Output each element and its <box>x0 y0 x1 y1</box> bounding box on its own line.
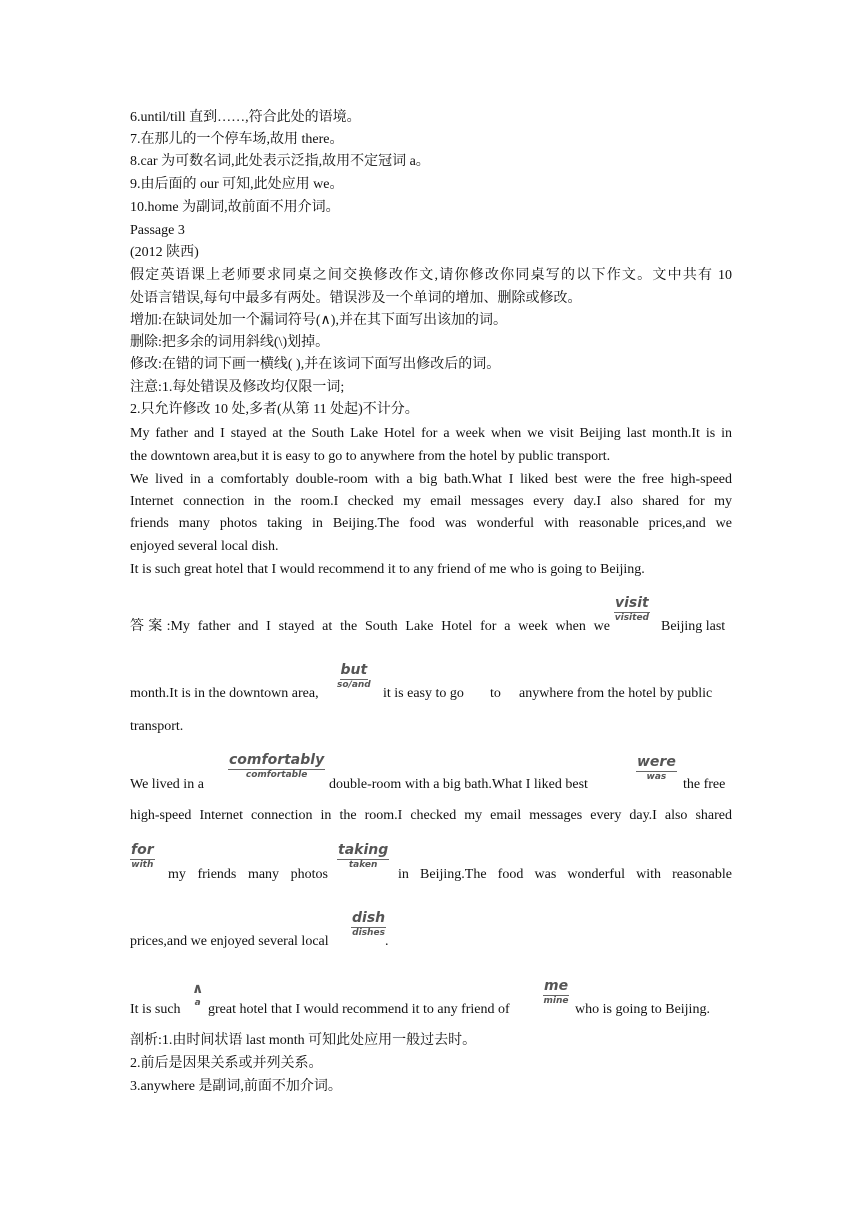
answer-text: Beijing last <box>661 619 726 634</box>
essay-line: enjoyed several local dish. <box>130 539 279 554</box>
analysis-line: 2.前后是因果关系或并列关系。 <box>130 1056 323 1071</box>
correction-wrong: were <box>637 754 676 770</box>
answer-text: . <box>385 934 389 949</box>
correction-wrong: comfortably <box>229 752 325 768</box>
instruction-line: 增加:在缺词处加一个漏词符号(∧),并在其下面写出该加的词。 <box>130 313 507 328</box>
note-line: 9.由后面的 our 可知,此处应用 we。 <box>130 177 344 192</box>
correction-wrong: for <box>131 842 154 858</box>
correction-right: with <box>131 860 154 870</box>
correction-right: so/and <box>337 680 371 690</box>
note-line: 7.在那儿的一个停车场,故用 there。 <box>130 132 344 147</box>
correction-mark <box>337 663 371 691</box>
essay-line: friends many photos taking in Beijing.The food was wonderful with reasonable prices,and we <box>130 516 732 531</box>
note-line: 10.home 为副词,故前面不用介词。 <box>130 200 340 215</box>
answer-text: prices,and we enjoyed several local <box>130 934 329 949</box>
analysis-line: 3.anywhere 是副词,前面不加介词。 <box>130 1079 342 1094</box>
passage-title: Passage 3 <box>130 223 185 238</box>
answer-text: great hotel that I would recommend it to any friend of <box>208 1002 510 1017</box>
insertion-caret-mark <box>191 982 204 1009</box>
answer-text: in Beijing.The food was wonderful with reasonable <box>398 867 732 882</box>
deleted-word: to <box>490 686 501 701</box>
answer-text: my friends many photos <box>168 867 328 882</box>
essay-line: It is such great hotel that I would recommend it to any friend of me who is going to Beijing. <box>130 562 645 577</box>
correction-wrong: taking <box>338 842 389 858</box>
caret-icon: ∧ <box>192 981 204 997</box>
correction-wrong: dish <box>352 910 386 926</box>
note-line: 8.car 为可数名词,此处表示泛指,故用不定冠词 a。 <box>130 154 430 169</box>
answer-text: transport. <box>130 719 184 734</box>
correction-right: taken <box>348 860 378 870</box>
answer-text: the free <box>683 777 726 792</box>
answer-text: who is going to Beijing. <box>575 1002 710 1017</box>
essay-line: My father and I stayed at the South Lake Hotel for a week when we visit Beijing last month.It is in <box>130 426 732 441</box>
correction-mark <box>228 753 325 781</box>
correction-wrong: visit <box>615 595 649 611</box>
essay-line: Internet connection in the room.I checked my email messages every day.I also shared for my <box>130 494 732 509</box>
analysis-line: 剖析:1.由时间状语 last month 可知此处应用一般过去时。 <box>130 1033 477 1048</box>
correction-right: was <box>646 772 667 782</box>
answer-text: month.It is in the downtown area, <box>130 686 319 701</box>
answer-text: anywhere from the hotel by public <box>519 686 713 701</box>
instruction-line: 注意:1.每处错误及修改均仅限一词; <box>130 380 345 395</box>
correction-mark <box>351 911 386 939</box>
instruction-line: 假定英语课上老师要求同桌之间交换修改作文,请你修改你同桌写的以下作文。文中共有 10 <box>130 268 732 283</box>
essay-line: We lived in a comfortably double-room with a big bath.What I liked best were the free high-speed <box>130 472 732 487</box>
instruction-line: 处语言错误,每句中最多有两处。错误涉及一个单词的增加、删除或修改。 <box>130 291 582 306</box>
instruction-line: 删除:把多余的词用斜线(\)划掉。 <box>130 335 330 350</box>
instruction-line: 2.只允许修改 10 处,多者(从第 11 处起)不计分。 <box>130 402 419 417</box>
answer-text: 答案:My father and I stayed at the South Lake Hotel for a week when we <box>130 619 610 634</box>
correction-mark <box>636 755 677 783</box>
correction-right: visited <box>614 613 649 623</box>
answer-text: double-room with a big bath.What I liked best <box>329 777 588 792</box>
answer-text: high-speed Internet connection in the room.I checked my email messages every day.I also shared <box>130 808 732 823</box>
answer-text: It is such <box>130 1002 181 1017</box>
correction-right: a <box>194 998 201 1008</box>
correction-mark <box>614 596 650 624</box>
note-line: 6.until/till 直到……,符合此处的语境。 <box>130 110 361 125</box>
essay-line: the downtown area,but it is easy to go to anywhere from the hotel by public transport. <box>130 449 611 464</box>
correction-wrong: but <box>340 662 368 678</box>
correction-mark <box>543 979 569 1007</box>
passage-source: (2012 陕西) <box>130 245 199 260</box>
correction-right: comfortable <box>245 770 308 780</box>
correction-wrong: me <box>544 978 569 994</box>
correction-mark <box>130 843 155 871</box>
correction-mark <box>337 843 389 871</box>
correction-right: dishes <box>352 928 385 938</box>
answer-text: We lived in a <box>130 777 204 792</box>
instruction-line: 修改:在错的词下画一横线( ),并在该词下面写出修改后的词。 <box>130 357 501 372</box>
answer-text: it is easy to go <box>383 686 464 701</box>
correction-right: mine <box>543 996 569 1006</box>
